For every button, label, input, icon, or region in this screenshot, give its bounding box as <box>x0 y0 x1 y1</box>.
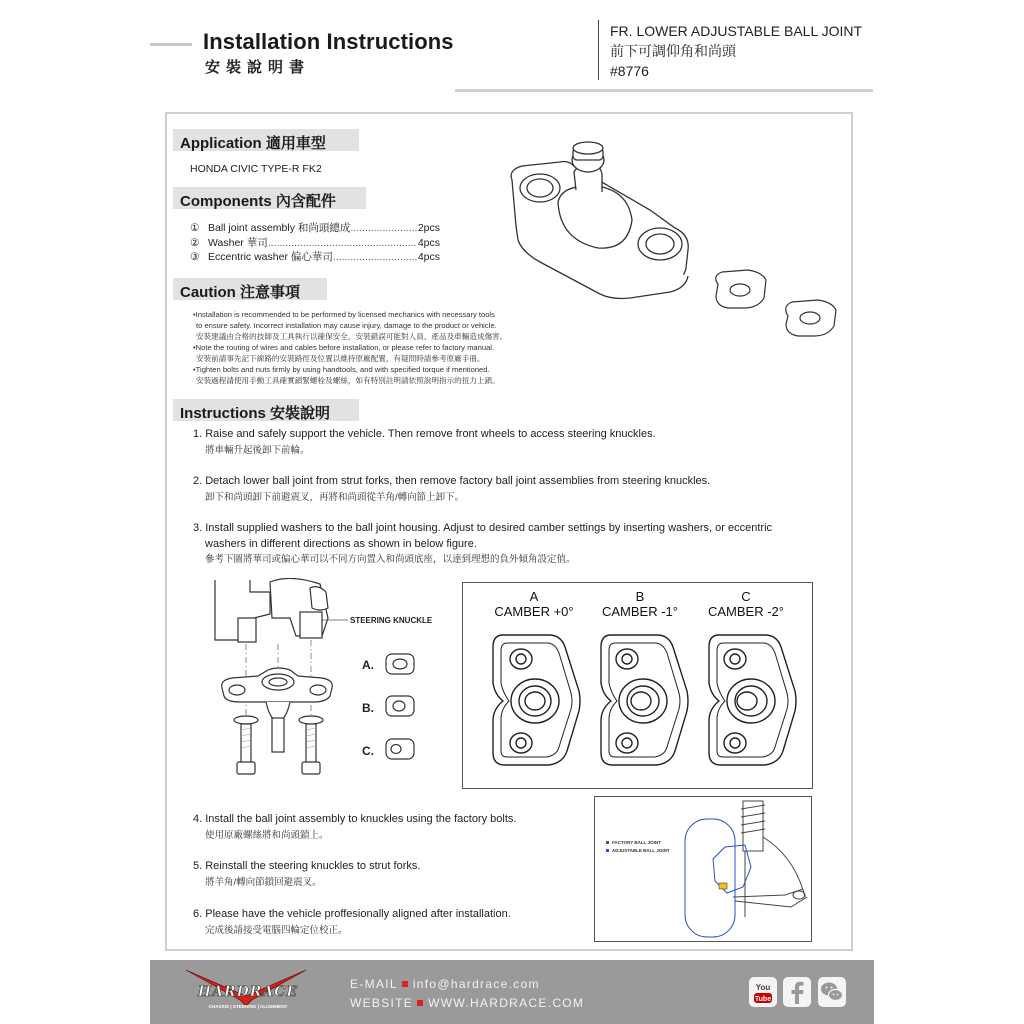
step-6 <box>193 907 511 938</box>
caution-header: Caution 注意事項 <box>173 278 327 300</box>
leader-dots <box>333 250 417 265</box>
camber-value: CAMBER -2° <box>708 604 784 619</box>
suspension-diagram <box>594 796 812 942</box>
step-text-cont: washers in different directions as shown in below figure. <box>205 537 477 550</box>
item-number: ① <box>190 222 200 234</box>
logo-wordmark: HARDRACE <box>197 984 299 1000</box>
step-1 <box>193 427 656 458</box>
item-qty: 4pcs <box>417 236 440 249</box>
website-link[interactable]: WWW.HARDRACE.COM <box>428 996 585 1010</box>
list-item <box>190 236 440 251</box>
hardrace-logo <box>176 966 321 1016</box>
step-text-zh: 將車輛升起後卸下前輪。 <box>205 444 310 456</box>
step-text-zh: 卸下和尚頭卸下前避震叉，再將和尚頭從羊角/轉向節上卸下。 <box>205 491 465 503</box>
step-text: 5. Reinstall the steering knuckles to strut forks. <box>193 860 421 872</box>
option-c-label: C. <box>362 744 374 758</box>
caution-line: 安裝前請事先記下線路的安裝路徑及位置以維持原廠配置，有疑問時請參考原廠手冊。 <box>196 354 485 363</box>
option-b-label: B. <box>362 701 374 715</box>
step-text: 6. Please have the vehicle proffesionally aligned after installation. <box>193 908 511 920</box>
application-header: Application 適用車型 <box>173 129 359 151</box>
caution-line: •Note the routing of wires and cables before installation, or please refer to factory manual. <box>193 343 495 352</box>
step-5 <box>193 859 420 890</box>
page-title-zh: 安裝說明書 <box>205 58 311 76</box>
product-name-zh: 前下可調仰角和尚頭 <box>610 43 736 59</box>
camber-letter: B <box>635 589 645 604</box>
option-a-label: A. <box>362 658 374 672</box>
step-text: 1. Raise and safely support the vehicle. Then remove front wheels to access steering knuckles. <box>193 428 656 440</box>
list-item <box>190 221 440 236</box>
camber-option-b <box>587 589 693 619</box>
legend-swatch-factory <box>606 841 609 844</box>
components-list <box>190 221 440 265</box>
knuckle-label: STEERING KNUCKLE <box>350 616 433 625</box>
item-qty: 2pcs <box>417 222 440 234</box>
step-text-zh: 完成後請接受電腦四輪定位校正。 <box>205 924 348 936</box>
youtube-icon[interactable] <box>749 977 777 1007</box>
caution-line: •Tighten bolts and nuts firmly by using handtools, and with specified torque if mentioned. <box>193 365 490 374</box>
legend-item-factory <box>606 839 670 847</box>
caution-text <box>193 309 563 386</box>
legend-label-adjustable: ADJUSTABLE BALL JOINT <box>612 848 670 853</box>
part-number: #8776 <box>610 63 649 79</box>
header-divider <box>598 20 599 80</box>
caution-line: 安裝建議由合格的技師及工具執行以確保安全，安裝錯誤可能對人員、產品及車輛造成傷害。 <box>196 332 508 341</box>
camber-plates <box>463 625 811 785</box>
svg-text:You: You <box>755 983 771 992</box>
step-text-zh: 將羊角/轉向節鎖回避震叉。 <box>205 876 322 888</box>
contact-info <box>350 975 584 1013</box>
item-number: ③ <box>190 251 200 263</box>
bullet-icon <box>402 981 408 987</box>
camber-letter: A <box>529 589 539 604</box>
assembly-diagram <box>210 578 455 783</box>
bullet-icon <box>417 1000 423 1006</box>
components-header: Components 內含配件 <box>173 187 366 209</box>
leader-dots <box>268 236 417 251</box>
page-title: Installation Instructions <box>203 29 454 54</box>
product-name: FR. LOWER ADJUSTABLE BALL JOINT <box>610 23 863 39</box>
email-row <box>350 975 584 994</box>
item-qty: 4pcs <box>417 251 440 263</box>
facebook-icon[interactable] <box>783 977 811 1007</box>
step-text: 2. Detach lower ball joint from strut forks, then remove factory ball joint assemblies from steering knuckles. <box>193 475 711 487</box>
application-value: HONDA CIVIC TYPE-R FK2 <box>190 163 322 175</box>
leader-dots <box>350 221 416 236</box>
header-rule-left <box>150 43 192 46</box>
item-number: ② <box>190 236 200 249</box>
caution-line: 安裝過程請使用手動工具確實鎖緊螺栓及螺絲，如有特別註明請依照說明指示的扭力上鎖。 <box>196 376 500 385</box>
item-label: Eccentric washer 偏心華司 <box>208 251 333 263</box>
website-row <box>350 994 584 1013</box>
step-text-zh: 參考下圖將華司或偏心華司以不同方向置入和尚頭底座，以達到理想的負外傾角設定值。 <box>205 554 576 565</box>
youtube-glyph <box>749 977 777 1007</box>
wechat-icon[interactable] <box>818 977 846 1007</box>
facebook-glyph <box>783 977 811 1007</box>
instructions-header: Instructions 安裝說明 <box>173 399 359 421</box>
step-2 <box>193 474 710 505</box>
step-text: 4. Install the ball joint assembly to knuckles using the factory bolts. <box>193 813 517 825</box>
list-item <box>190 250 440 265</box>
camber-letter: C <box>741 589 751 604</box>
product-info <box>610 21 862 81</box>
item-label: Ball joint assembly 和尚頭總成 <box>208 222 351 234</box>
logo-tagline: CHASSIS | STEERING | ALIGNMENT <box>208 1004 288 1009</box>
wechat-glyph <box>818 977 846 1007</box>
camber-option-a <box>481 589 587 619</box>
item-label: Washer 華司 <box>208 236 268 249</box>
header-rule-bottom <box>455 89 873 92</box>
camber-value: CAMBER -1° <box>602 604 678 619</box>
svg-text:Tube: Tube <box>754 996 772 1003</box>
diagram-legend <box>606 839 670 855</box>
camber-option-c <box>693 589 799 619</box>
step-3 <box>193 521 772 568</box>
email-label: E-MAIL <box>350 977 398 991</box>
legend-swatch-adjustable <box>606 849 609 852</box>
suspension-drawing <box>595 797 810 940</box>
caution-line: to ensure safety. Incorrect installation may cause injury, damage to the product or vehicle. <box>196 321 497 330</box>
legend-item-adjustable <box>606 847 670 855</box>
email-link[interactable]: info@hardrace.com <box>412 977 540 991</box>
step-4 <box>193 812 516 843</box>
legend-label-factory: FACTORY BALL JOINT <box>612 840 661 845</box>
step-text-zh: 使用原廠螺絲將和尚頭鎖上。 <box>205 829 329 841</box>
camber-value: CAMBER +0° <box>494 604 574 619</box>
caution-line: •Installation is recommended to be performed by licensed mechanics with necessary tools <box>193 310 495 319</box>
step-text: 3. Install supplied washers to the ball joint housing. Adjust to desired camber settings by inserting washers, or eccentric <box>193 522 773 534</box>
camber-settings-box <box>462 582 813 789</box>
website-label: WEBSITE <box>350 996 414 1010</box>
